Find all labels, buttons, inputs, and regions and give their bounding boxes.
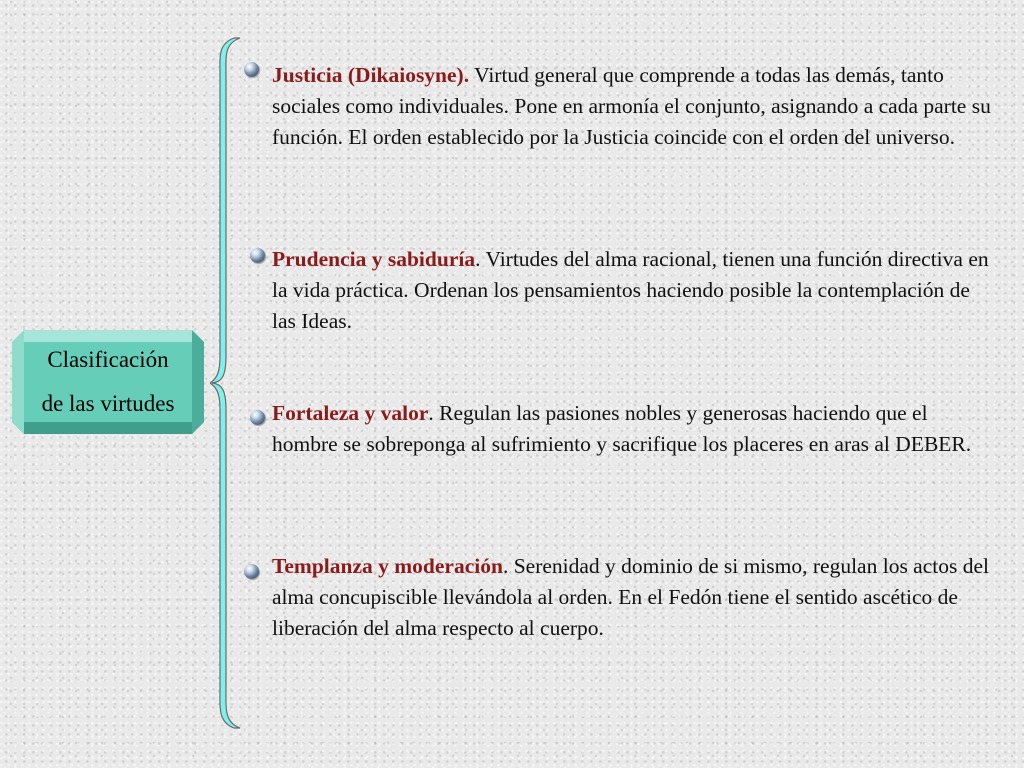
bullet-icon [250,410,265,425]
bullet-icon [250,248,265,263]
virtue-item-prudencia [272,244,992,337]
bullet-icon [244,564,259,579]
virtue-description: Regulan las pasiones nobles y generosas haciendo que el hombre se sobreponga al sufrimiento y sacrifique los placeres en aras al DEBER. [272,401,972,456]
virtue-term-period: . [502,554,509,578]
virtue-term: Templanza y moderación [272,554,503,578]
virtue-item-justicia [272,60,992,153]
virtue-item-fortaleza [272,398,992,460]
virtue-description: Serenidad y dominio de si mismo, regulan los actos del alma concupiscible llevándola al orden. En el Fedón tiene el sentido ascético de liberación del alma respecto al cuerpo. [272,554,989,640]
label-line-2: de las virtudes [41,391,175,416]
label-text [12,330,204,434]
virtue-term: Fortaleza y valor [272,401,429,425]
virtue-description: Virtudes del alma racional, tienen una función directiva en la vida práctica. Ordenan los pensamientos haciendo posible la contemplación de las Ideas. [272,247,989,333]
virtue-term-period: . [463,63,470,87]
virtue-description: Virtud general que comprende a todas las demás, tanto sociales como individuales. Pone en armonía el conjunto, asignando a cada parte su función. El orden establecido por la Justicia coincide con el orden del universo. [272,63,991,149]
virtue-term: Justicia (Dikaiosyne) [272,63,464,87]
classification-label-box [12,330,204,434]
virtue-term-period: . [428,401,434,425]
virtue-term-period: . [475,247,481,271]
virtue-item-templanza [272,551,992,644]
label-line-1: Clasificación [47,347,169,372]
virtue-term: Prudencia y sabiduría [272,247,476,271]
brace-connector [210,36,244,730]
bullet-icon [244,62,259,77]
